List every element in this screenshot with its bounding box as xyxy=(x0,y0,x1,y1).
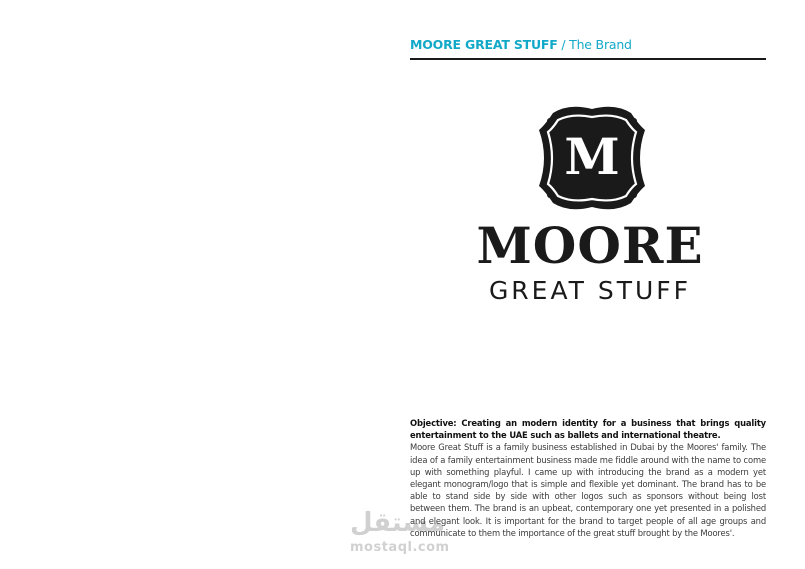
monogram-badge-logo xyxy=(539,103,645,213)
objective-text: Objective: Creating an modern identity for a business that brings quality entertainment to the UAE such as ballets and international theatre. xyxy=(410,418,766,441)
header-section: The Brand xyxy=(569,37,632,52)
header-separator: / xyxy=(557,37,570,52)
description-paragraph: Moore Great Stuff is a family business established in Dubai by the Moores' family. The idea of a family entertainment business made me fiddle around with the name to come up with something playful. I came up with introducing the brand as a modern yet elegant monogram/logo that is simple and flexible yet dominant. The brand has to be able to stand side by side with other logos such as sponsors without being lost between them. The brand is an upbeat, contemporary one yet presented in a polished and elegant look. It is important for the brand to target people of all age groups and communicate to them the importance of the great stuff brought by the Moores'. xyxy=(410,442,766,538)
logo-tagline: GREAT STUFF xyxy=(488,276,692,305)
watermark-latin: mostaql.com xyxy=(350,540,450,555)
brand-description xyxy=(410,417,766,539)
header-divider xyxy=(410,58,766,60)
monogram-letter: M xyxy=(564,127,620,186)
watermark-arabic: مستقل xyxy=(350,508,446,538)
mostaql-watermark xyxy=(350,508,450,560)
logo-wordmark: MOORE xyxy=(476,216,704,275)
page-header xyxy=(410,37,766,52)
header-brand: MOORE GREAT STUFF xyxy=(410,37,558,52)
